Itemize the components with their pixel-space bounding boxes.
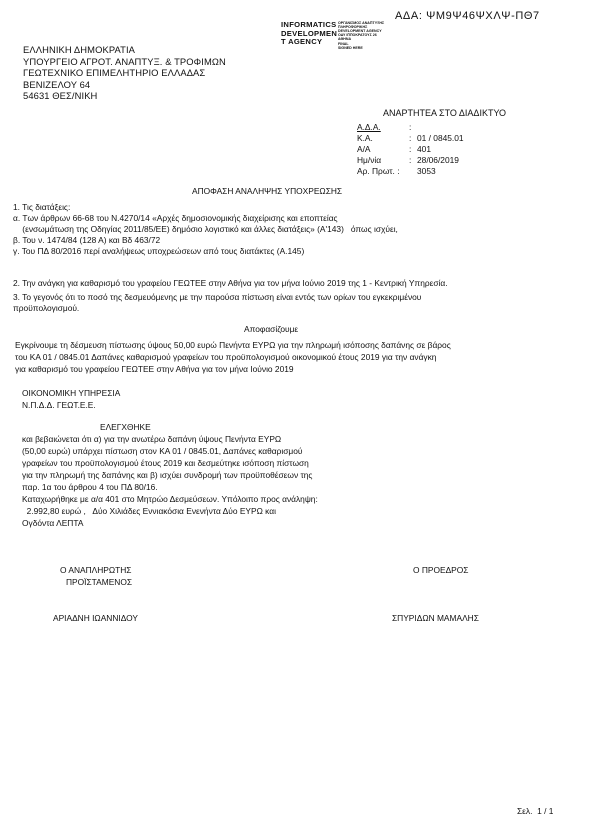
meta-row-ka: Κ.Α. : 01 / 0845.01 bbox=[357, 133, 464, 143]
service-line: ΟΙΚΟΝΟΜΙΚΗ ΥΠΗΡΕΣΙΑ bbox=[22, 388, 121, 398]
ada-code: ΑΔΑ: ΨΜ9Ψ46ΨΧΛΨ-ΠΘ7 bbox=[395, 10, 540, 22]
checked-line: και βεβαιώνεται ότι α) για την ανωτέρω δαπάνη ύψους Πενήντα ΕΥΡΩ bbox=[22, 434, 282, 444]
meta-label: Ημ/νία bbox=[357, 155, 382, 165]
meta-value: 3053 bbox=[417, 166, 436, 176]
meta-value: 28/06/2019 bbox=[417, 155, 459, 165]
issuer-line: 54631 ΘΕΣ/ΝΙΚΗ bbox=[23, 90, 98, 102]
fact-line: προϋπολογισμού. bbox=[13, 303, 80, 313]
fact-line: 3. Το γεγονός ότι το ποσό της δεσμευόμενης με την παρούσα πίστωση είναι εντός των ορίων του εγκεκριμένου bbox=[13, 292, 422, 302]
page-number: Σελ. 1 / 1 bbox=[517, 806, 554, 816]
meta-value: 01 / 0845.01 bbox=[417, 133, 464, 143]
checked-line: για την πληρωμή της δαπάνης και β) ισχύει συνδρομή των προϋποθέσεων της bbox=[22, 470, 313, 480]
checked-line: 2.992,80 ευρώ , Δύο Χιλιάδες Εννιακόσια Ενενήντα Δύο ΕΥΡΩ και bbox=[22, 506, 276, 516]
provision-line: (ενσωμάτωση της Οδηγίας 2011/85/ΕΕ) δημόσιο λογιστικό και άλλες διατάξεις» (Α'143) όπως ισχύει, bbox=[13, 224, 398, 234]
provision-line: α. Των άρθρων 66-68 του Ν.4270/14 «Αρχές δημοσιονομικής διαχείρισης και εποπτείας bbox=[13, 213, 338, 223]
issuer-line: ΒΕΝΙΖΕΛΟΥ 64 bbox=[23, 78, 91, 90]
informatics-logo: INFORMATICS DEVELOPMEN T AGENCY ΟΡΓΑΝΙΣΜΟΣ ΑΝΑΠΤΥΞΗΣ ΠΛΗΡΟΦΟΡΙΚΗΣ DEVELOPMENT AGENCY ΟΔΥ ΙΠΠΟΚΡΑΤΟΥΣ 26 ΑΘΗΝΑ FINAL SIGNED HERE bbox=[281, 20, 385, 50]
logo-line-2: DEVELOPMEN bbox=[281, 28, 338, 38]
issuer-line: ΓΕΩΤΕΧΝΙΚΟ ΕΠΙΜΕΛΗΤΗΡΙΟ ΕΛΛΑΔΑΣ bbox=[23, 67, 206, 79]
meta-row-aa: Α/Α : 401 bbox=[357, 144, 431, 154]
meta-value: 401 bbox=[417, 144, 431, 154]
meta-table bbox=[357, 122, 517, 180]
logo-line-3: T AGENCY bbox=[281, 37, 323, 47]
meta-label: Αρ. Πρωτ. : bbox=[357, 166, 400, 176]
issuer-line: ΥΠΟΥΡΓΕΙΟ ΑΓΡΟΤ. ΑΝΑΠΤΥΞ. & ΤΡΟΦΙΜΩΝ bbox=[23, 55, 226, 67]
meta-label: Κ.Α. bbox=[357, 133, 373, 143]
checked-line: (50,00 ευρώ) υπάρχει πίστωση στον ΚΑ 01 / 0845.01, Δαπάνες καθαρισμού bbox=[22, 446, 303, 456]
left-signatory-role: ΠΡΟΪΣΤΑΜΕΝΟΣ bbox=[66, 577, 133, 587]
logo-line-1: INFORMATICS bbox=[281, 20, 337, 29]
need-paragraph: 2. Την ανάγκη για καθαρισμό του γραφείου ΓΕΩΤΕΕ στην Αθήνα για τον μήνα Ιούνιο 2019 της 1 - Κεντρική Υπηρεσία. bbox=[13, 278, 448, 288]
meta-row-date: Ημ/νία : 28/06/2019 bbox=[357, 155, 459, 165]
checked-heading: ΕΛΕΓΧΘΗΚΕ bbox=[100, 422, 151, 432]
decision-line: για καθαρισμό του γραφείου ΓΕΩΤΕΕ στην Αθήνα για τον μήνα Ιούνιο 2019 bbox=[15, 364, 294, 374]
right-signatory-role: Ο ΠΡΟΕΔΡΟΣ bbox=[413, 565, 469, 575]
decision-line: Εγκρίνουμε τη δέσμευση πίστωσης ύψους 50,00 ευρώ Πενήντα ΕΥΡΩ για την πληρωμή ισόποσης δαπάνης σε βάρος bbox=[15, 340, 451, 350]
decision-heading: Αποφασίζουμε bbox=[244, 324, 299, 334]
provision-line: γ. Του ΠΔ 80/2016 περί αναλήψεως υποχρεώσεων από τους διατάκτες (Α.145) bbox=[13, 246, 305, 256]
service-line: Ν.Π.Δ.Δ. ΓΕΩΤ.Ε.Ε. bbox=[22, 400, 96, 410]
provision-line: β. Του ν. 1474/84 (128 Α) και Βδ 463/72 bbox=[13, 235, 161, 245]
left-signatory-name: ΑΡΙΑΔΝΗ ΙΩΑΝΝΙΔΟΥ bbox=[53, 613, 138, 623]
meta-label: Α.Δ.Α. bbox=[357, 122, 381, 132]
meta-row-protocol bbox=[357, 166, 477, 177]
provision-line: 1. Τις διατάξεις: bbox=[13, 202, 71, 212]
document-title: ΑΠΟΦΑΣΗ ΑΝΑΛΗΨΗΣ ΥΠΟΧΡΕΩΣΗΣ bbox=[192, 186, 343, 196]
decision-line: του ΚΑ 01 / 0845.01 Δαπάνες καθαρισμού γραφείων του προϋπολογισμού οικονομικού έτους 2019 για την ανάγκη bbox=[15, 352, 437, 362]
right-signatory-name: ΣΠΥΡΙΔΩΝ ΜΑΜΑΛΗΣ bbox=[392, 613, 479, 623]
checked-line: παρ. 1α του άρθρου 4 του ΠΔ 80/16. bbox=[22, 482, 158, 492]
meta-label: Α/Α bbox=[357, 144, 371, 154]
checked-line: Καταχωρήθηκε με α/α 401 στο Μητρώο Δεσμεύσεων. Υπόλοιπο προς ανάληψη: bbox=[22, 494, 318, 504]
issuer-line: ΕΛΛΗΝΙΚΗ ΔΗΜΟΚΡΑΤΙΑ bbox=[23, 44, 136, 55]
checked-line: Ογδόντα ΛΕΠΤΑ bbox=[22, 518, 84, 528]
posting-note: ΑΝΑΡΤΗΤΕΑ ΣΤΟ ΔΙΑΔΙΚΤΥΟ bbox=[383, 108, 506, 118]
checked-line: γραφείων του προϋπολογισμού έτους 2019 και δεσμεύτηκε ισόποση πίστωση bbox=[22, 458, 309, 468]
meta-row-ada: Α.Δ.Α. : bbox=[357, 122, 412, 132]
left-signatory-role: Ο ΑΝΑΠΛΗΡΩΤΗΣ bbox=[60, 565, 132, 575]
